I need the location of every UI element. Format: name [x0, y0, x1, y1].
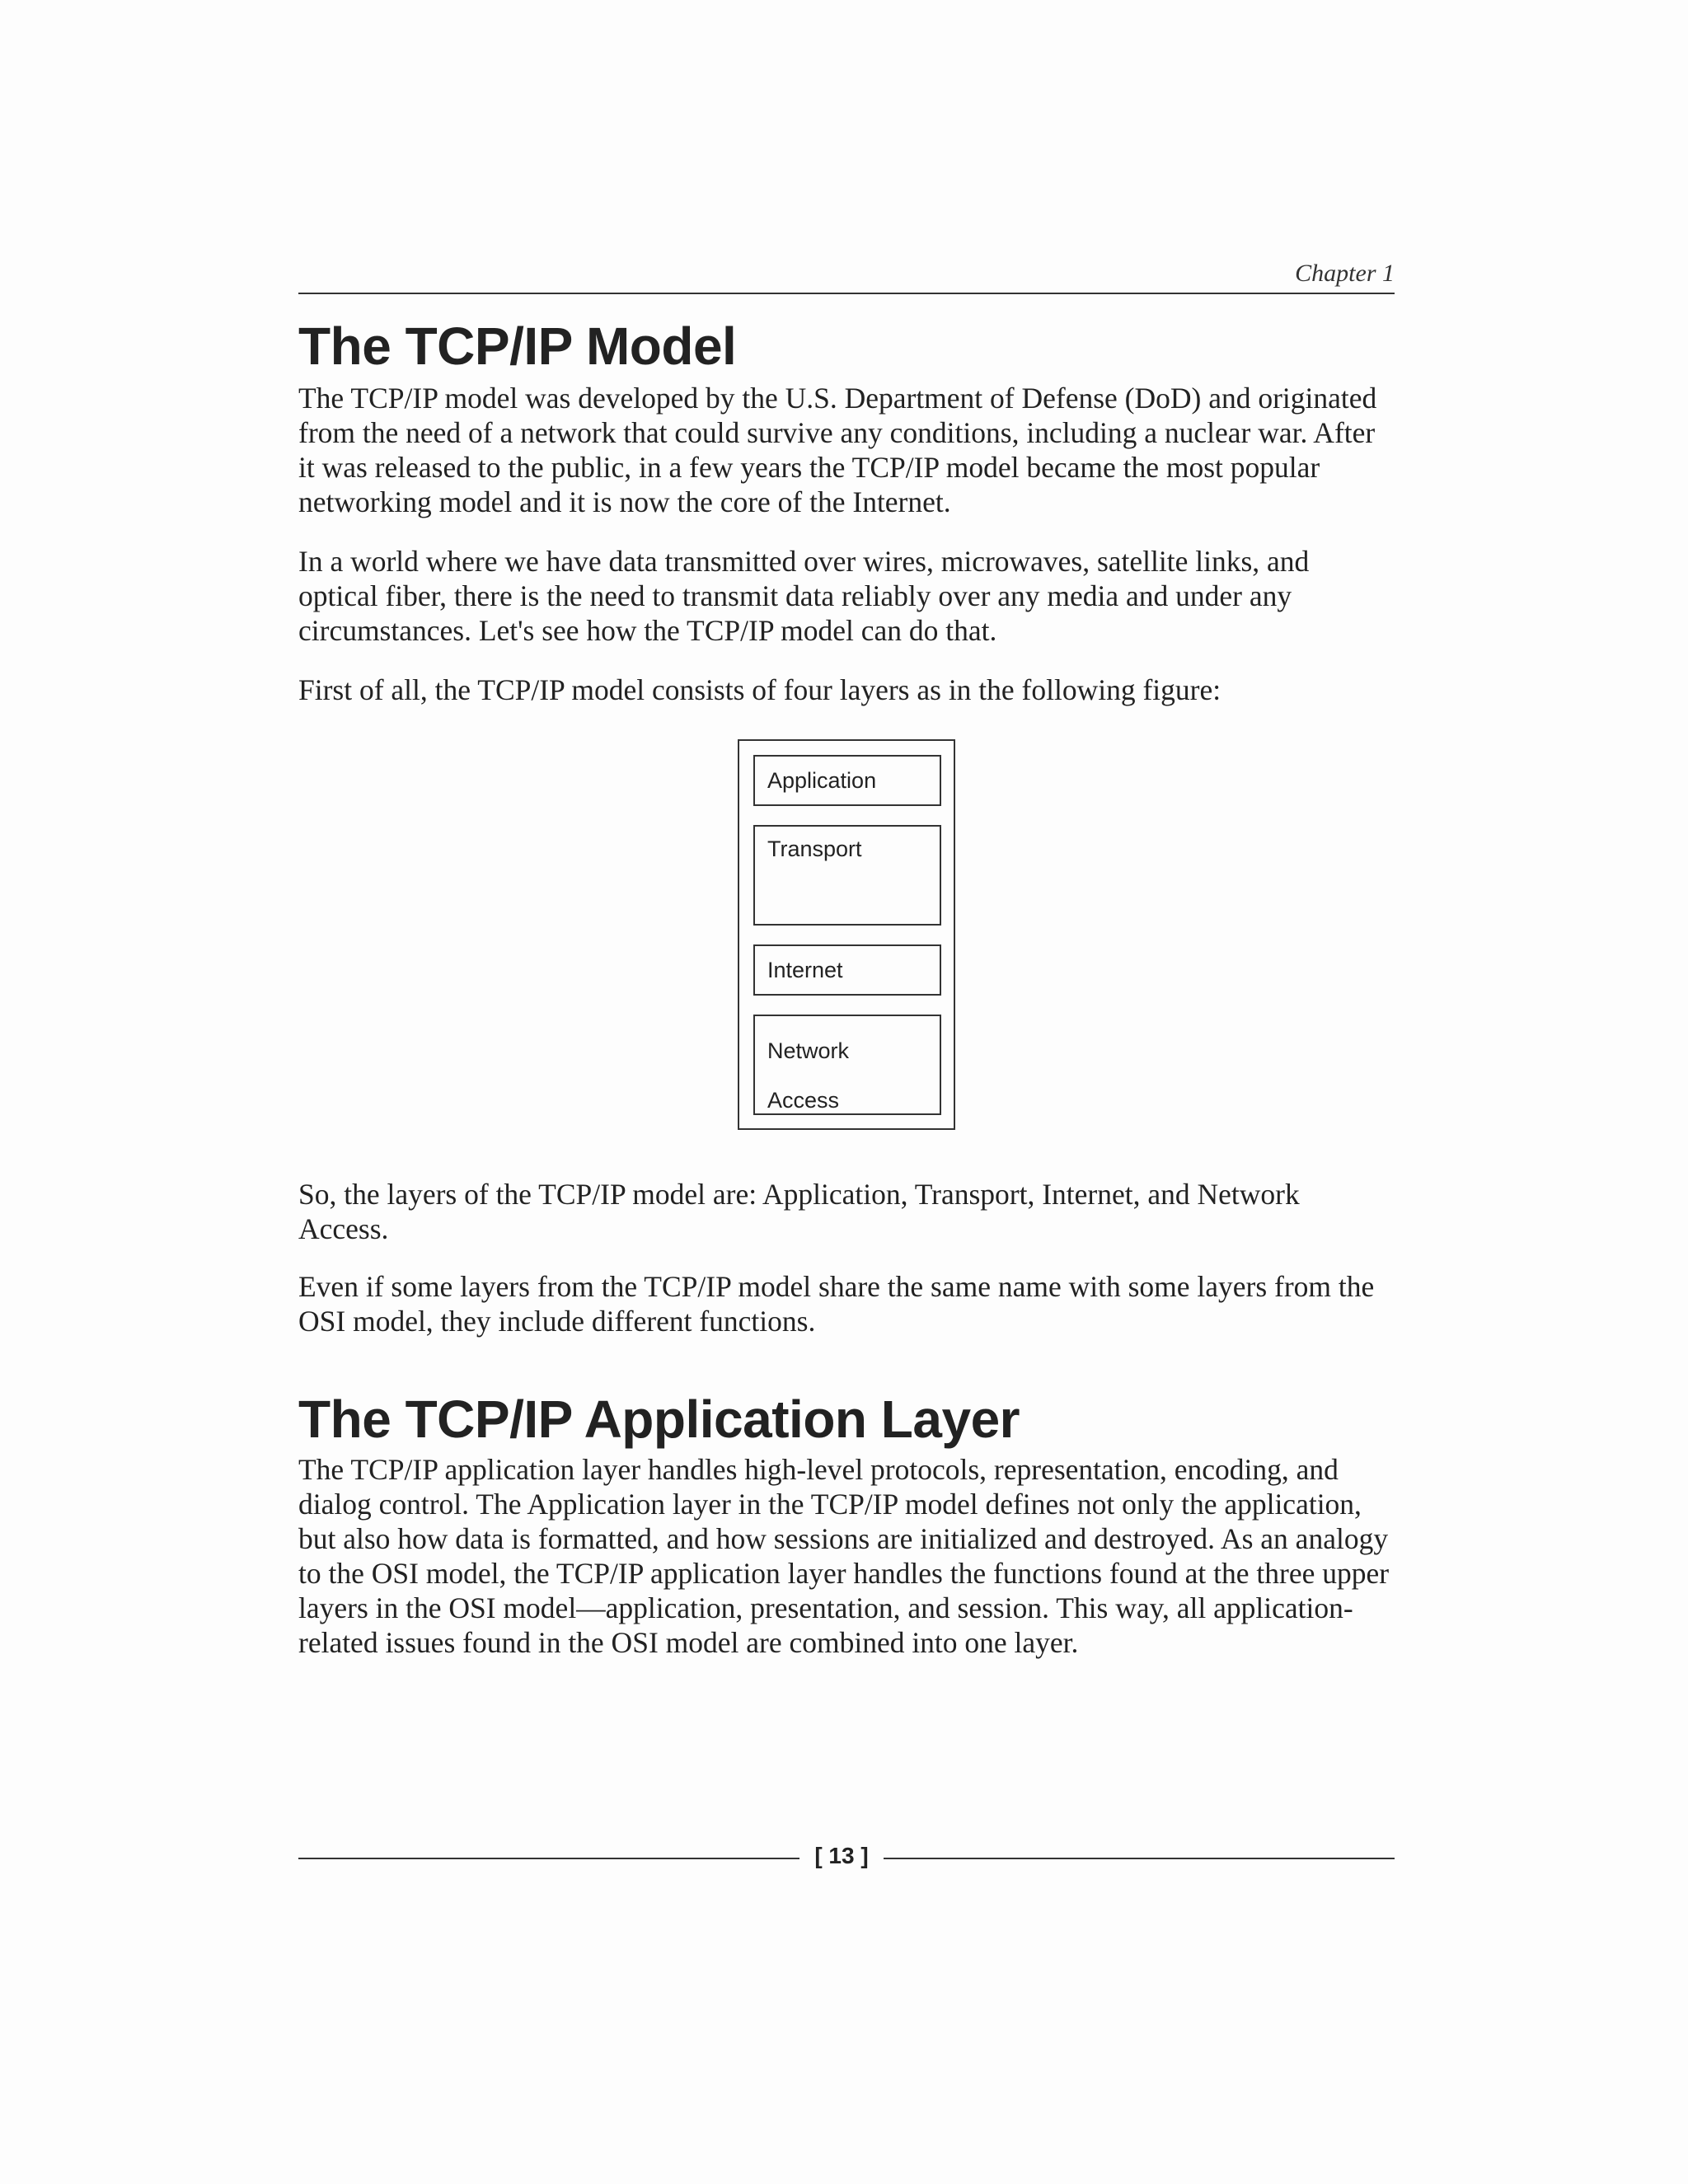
paragraph: The TCP/IP model was developed by the U.S. Department of Defense (DoD) and originated from the need of a network that could survive any conditions, including a nuclear war. After it was released to the public, in a few years the TCP/IP model became the most popular networking model and it is now the core of the Internet. [298, 382, 1377, 518]
layer-network-access [753, 1015, 941, 1115]
header-rule [298, 293, 1395, 294]
section-title-application-layer: The TCP/IP Application Layer [298, 1390, 1020, 1449]
paragraph: In a world where we have data transmitted over wires, microwaves, satellite links, and optical fiber, there is the need to transmit data reliably over any media and under any circumstances. Let's see how the TCP/IP model can do that. [298, 545, 1310, 647]
footer-rule-left [298, 1858, 799, 1859]
section-title-tcpip-model: The TCP/IP Model [298, 316, 737, 376]
running-head: Chapter 1 [1295, 260, 1395, 287]
book-page [298, 0, 1395, 2184]
layer-network-access-line1: Network [767, 1038, 850, 1063]
layer-transport: Transport [753, 825, 941, 926]
layer-network-access-line2: Access [767, 1088, 840, 1113]
layer-application: Application [753, 755, 941, 806]
footer-rule-right [884, 1858, 1395, 1859]
page-number: [ 13 ] [814, 1843, 869, 1868]
tcpip-layers-diagram [738, 739, 955, 1130]
paragraph: So, the layers of the TCP/IP model are: Application, Transport, Internet, and Network Access. [298, 1178, 1300, 1245]
layer-internet: Internet [753, 944, 941, 996]
paragraph: Even if some layers from the TCP/IP model share the same name with some layers from the OSI model, they include different functions. [298, 1270, 1375, 1338]
paragraph: The TCP/IP application layer handles high-level protocols, representation, encoding, and dialog control. The Application layer in the TCP/IP model defines not only the application, but also how data is formatted, and how sessions are initialized and destroyed. As an analogy to the OSI model, the TCP/IP application layer handles the functions found at the three upper layers in the OSI model—application, presentation, and session. This way, all application-related issues found in the OSI model are combined into one layer. [298, 1453, 1390, 1659]
paragraph: First of all, the TCP/IP model consists of four layers as in the following figure: [298, 673, 1221, 706]
